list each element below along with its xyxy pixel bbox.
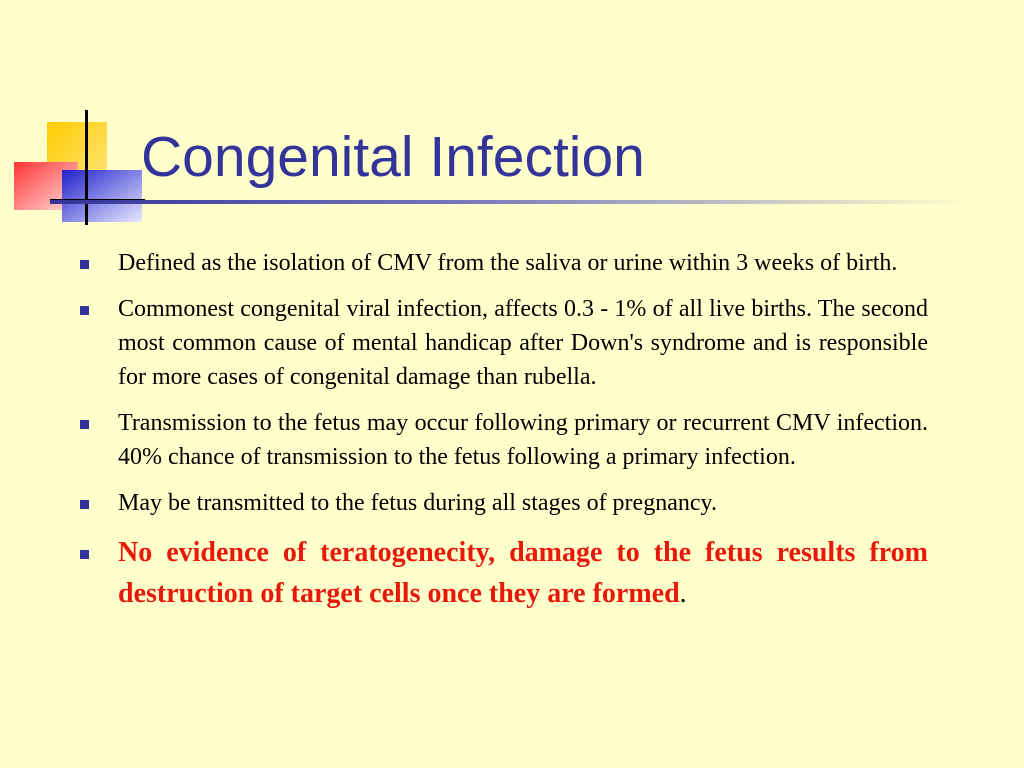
- bullet-square-icon: [80, 306, 89, 315]
- bullet-text-emphasis: No evidence of teratogenecity, damage to the fetus results from destruction of target cells once they are formed: [118, 537, 928, 609]
- bullet-square-icon: [80, 260, 89, 269]
- blue-square: [62, 170, 142, 222]
- title-underline: [50, 200, 970, 204]
- vertical-line: [85, 110, 88, 225]
- bullet-list: [78, 246, 928, 626]
- slide-title: Congenital Infection: [141, 125, 645, 189]
- bullet-item-pregnancy-stages: [78, 486, 928, 520]
- bullet-text: May be transmitted to the fetus during all stages of pregnancy.: [118, 490, 717, 516]
- decorative-squares-logo: [0, 0, 150, 240]
- bullet-item-prevalence: [78, 292, 928, 394]
- bullet-item-teratogenecity: [78, 532, 928, 614]
- bullet-period: .: [679, 578, 687, 609]
- bullet-square-icon: [80, 420, 89, 429]
- bullet-text: Commonest congenital viral infection, affects 0.3 - 1% of all live births. The second most common cause of mental handicap after Down's syndrome and is responsible for more cases of congenital damage than rubella.: [118, 296, 928, 390]
- bullet-item-definition: [78, 246, 928, 280]
- bullet-text: Defined as the isolation of CMV from the saliva or urine within 3 weeks of birth.: [118, 250, 898, 276]
- bullet-item-transmission: [78, 406, 928, 474]
- bullet-text: Transmission to the fetus may occur following primary or recurrent CMV infection. 40% chance of transmission to the fetus following a primary infection.: [118, 410, 928, 470]
- bullet-square-icon: [80, 500, 89, 509]
- bullet-square-icon: [80, 550, 89, 559]
